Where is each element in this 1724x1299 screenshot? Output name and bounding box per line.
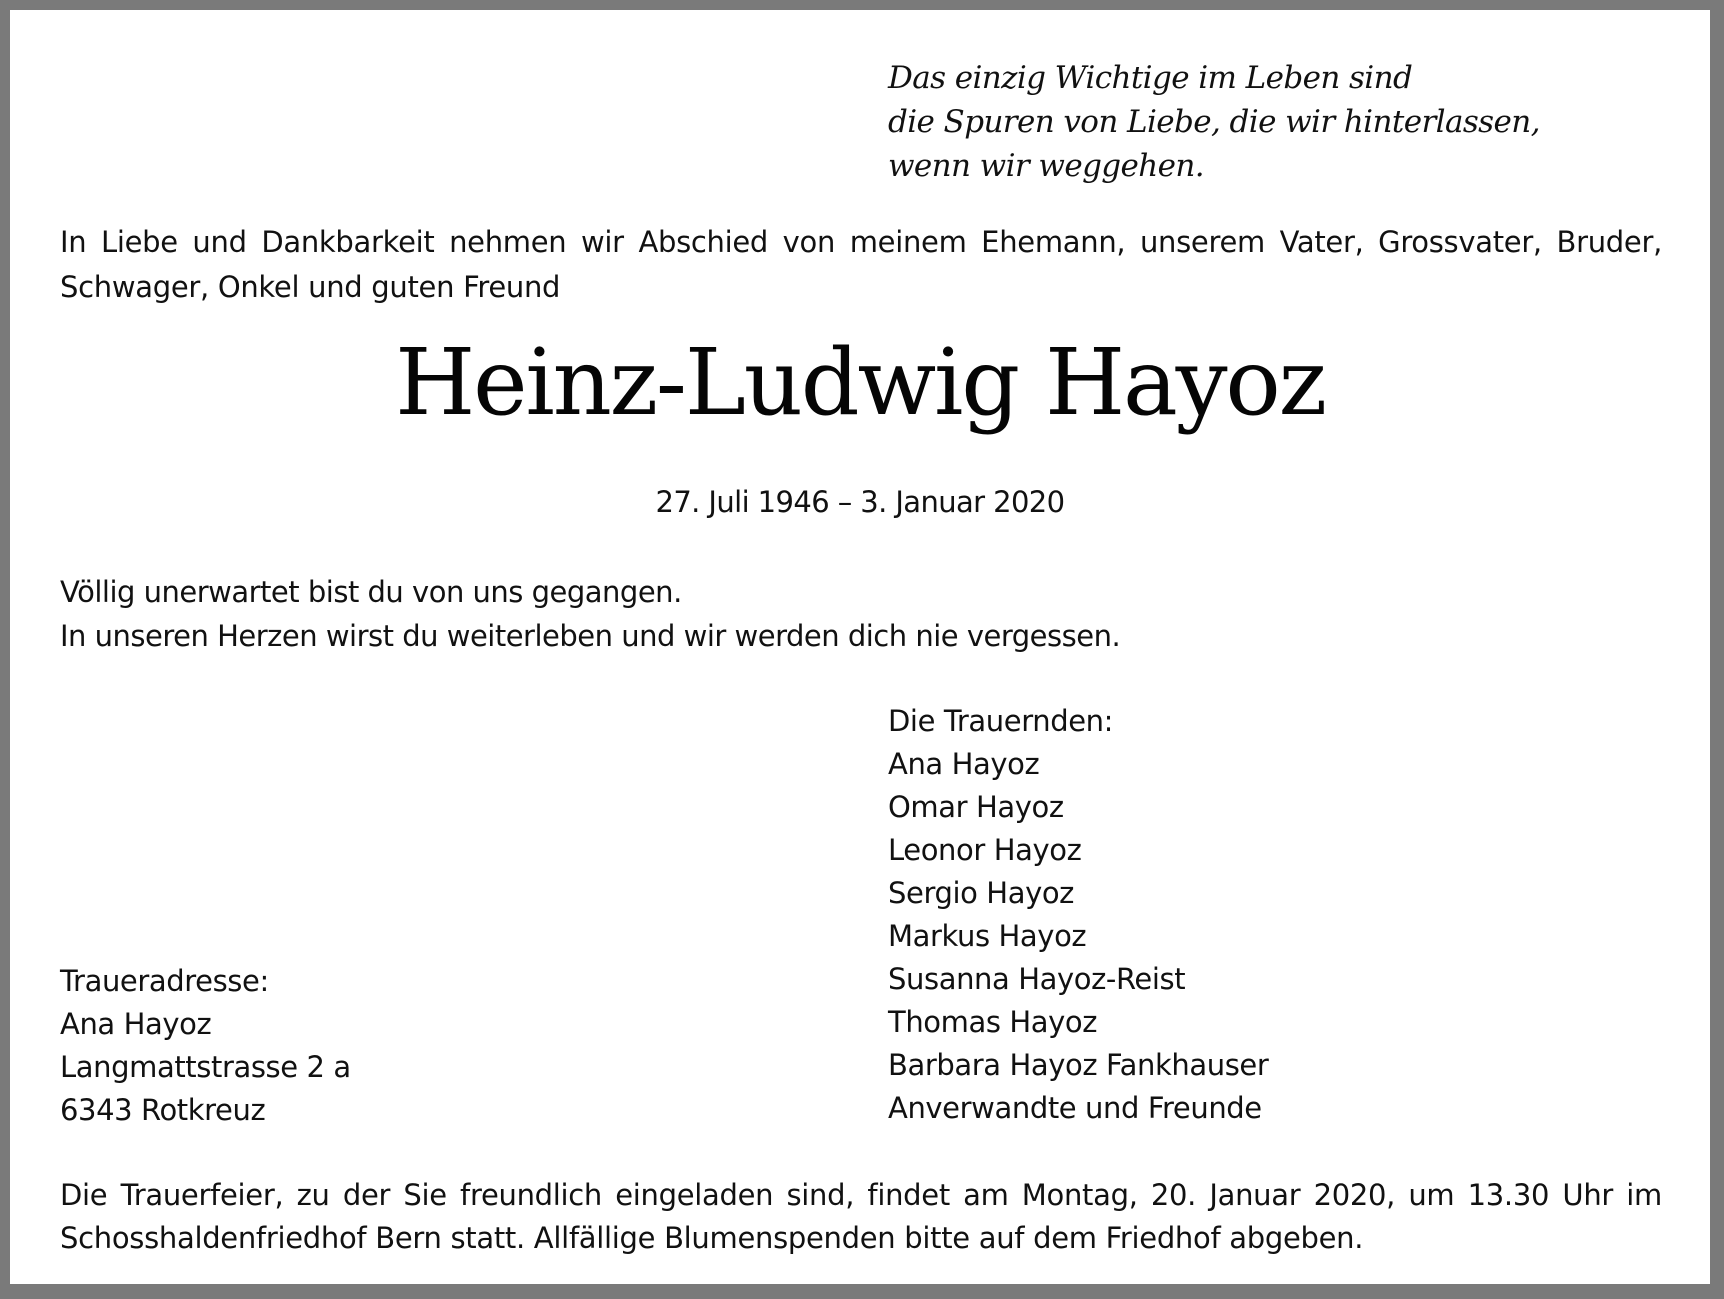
mourners-list: [888, 700, 1268, 1130]
mourners-heading: Die Trauernden:: [888, 704, 1114, 738]
mourner-name: Ana Hayoz: [888, 747, 1040, 781]
address-city: 6343 Rotkreuz: [60, 1093, 266, 1127]
intro-text: In Liebe und Dankbarkeit nehmen wir Abschied von meinem Ehemann, unserem Vater, Grossvater, Bruder, Schwager, Onkel und guten Freund: [60, 225, 1662, 304]
motto-quote: [888, 56, 1540, 188]
address-street: Langmattstrasse 2 a: [60, 1050, 351, 1084]
mourner-name: Omar Hayoz: [888, 790, 1064, 824]
address-name: Ana Hayoz: [60, 1007, 212, 1041]
mourner-name: Barbara Hayoz Fankhauser: [888, 1048, 1269, 1082]
mourner-name: Markus Hayoz: [888, 919, 1087, 953]
life-dates: 27. Juli 1946 – 3. Januar 2020: [655, 485, 1065, 519]
message-line: In unseren Herzen wirst du weiterleben und wir werden dich nie vergessen.: [60, 619, 1121, 653]
mourner-name: Sergio Hayoz: [888, 876, 1074, 910]
motto-line: wenn wir weggehen.: [888, 148, 1205, 184]
obituary-notice: [10, 10, 1710, 1284]
mourner-name: Susanna Hayoz-Reist: [888, 962, 1186, 996]
motto-line: Das einzig Wichtige im Leben sind: [888, 60, 1413, 96]
motto-line: die Spuren von Liebe, die wir hinterlassen,: [888, 104, 1540, 140]
address-heading: Traueradresse:: [60, 964, 269, 998]
mourning-address: [60, 960, 351, 1132]
farewell-message: [60, 570, 1120, 658]
deceased-name: Heinz-Ludwig Hayoz: [395, 329, 1325, 436]
mourner-name: Thomas Hayoz: [888, 1005, 1098, 1039]
mourner-name: Leonor Hayoz: [888, 833, 1082, 867]
message-line: Völlig unerwartet bist du von uns gegangen.: [60, 575, 682, 609]
ceremony-info: Die Trauerfeier, zu der Sie freundlich eingeladen sind, findet am Montag, 20. Januar 2020, um 13.30 Uhr im Schosshaldenfriedhof Bern statt. Allfällige Blumenspenden bitte auf dem Friedhof abgeben.: [60, 1178, 1662, 1255]
mourner-name: Anverwandte und Freunde: [888, 1091, 1262, 1125]
